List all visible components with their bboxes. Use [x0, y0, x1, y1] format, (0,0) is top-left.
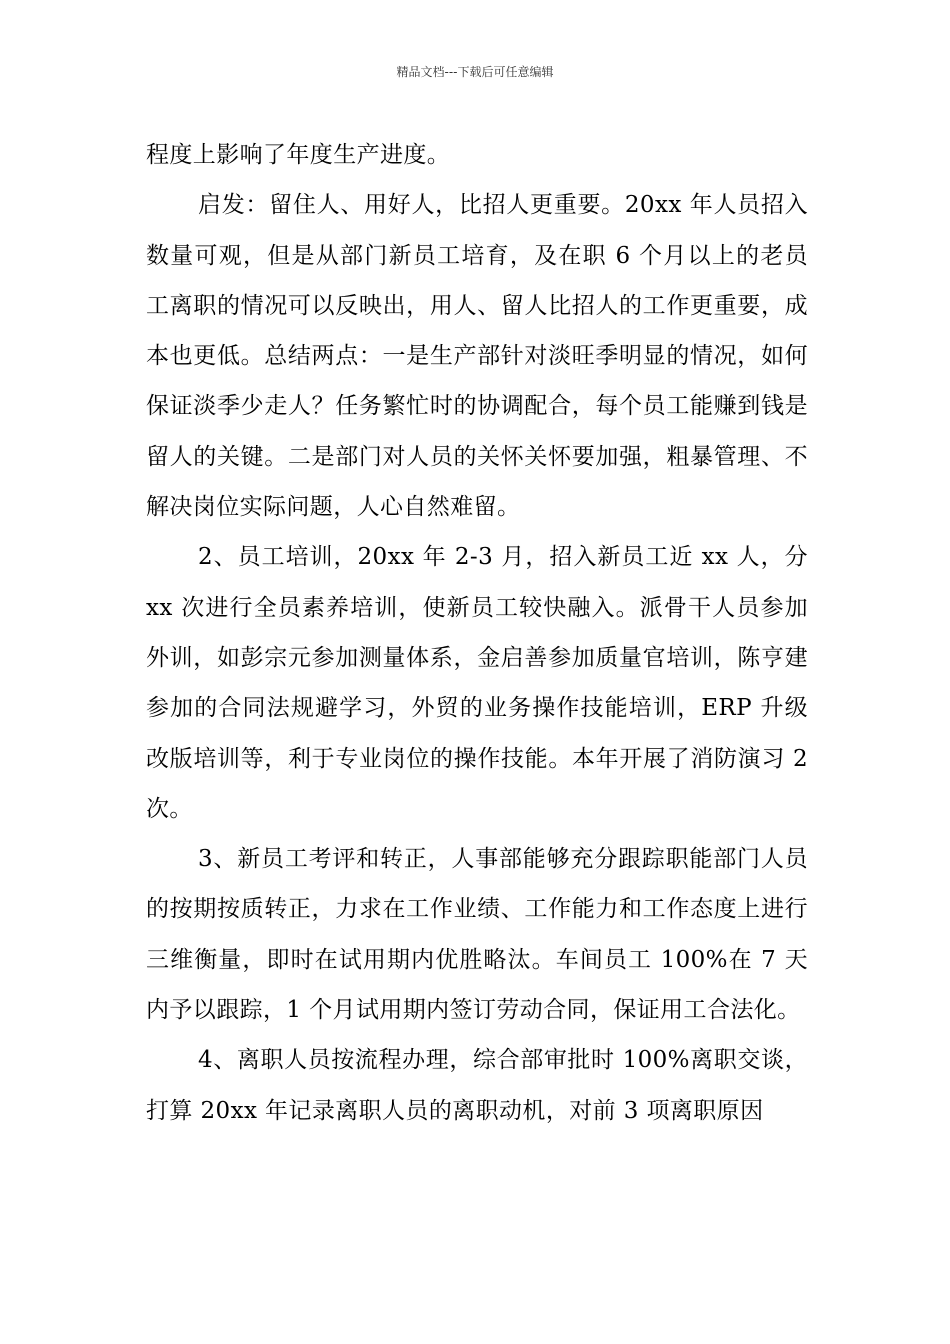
paragraph-new-staff-evaluation: 3、新员工考评和转正，人事部能够充分跟踪职能部门人员的按期按质转正，力求在工作业绩、工作能力和工作态度上进行三维衡量，即时在试用期内优胜略汰。车间员工 100%在 7 天内予以跟踪，1 个月试用期内签订劳动合同，保证用工合法化。 — [146, 846, 808, 1024]
paragraph-inspiration: 启发：留住人、用好人，比招人更重要。20xx 年人员招入数量可观，但是从部门新员工培育，及在职 6 个月以上的老员工离职的情况可以反映出，用人、留人比招人的工作更重要，成本也更低。总结两点：一是生产部针对淡旺季明显的情况，如何保证淡季少走人？任务繁忙时的协调配合，每个员工能赚到钱是留人的关键。二是部门对人员的关怀关怀要加强，粗暴管理、不解决岗位实际问题，人心自然难留。 — [146, 192, 808, 521]
page-header: 精品文档---下载后可任意编辑 — [396, 65, 554, 79]
paragraph-continuation: 程度上影响了年度生产进度。 — [146, 142, 451, 168]
document-body — [146, 130, 808, 1136]
paragraph-staff-training: 2、员工培训，20xx 年 2-3 月，招入新员工近 xx 人，分 xx 次进行全员素养培训，使新员工较快融入。派骨干人员参加外训，如彭宗元参加测量体系，金启善参加质量官培训，陈亨建参加的合同法规避学习，外贸的业务操作技能培训，ERP 升级改版培训等，利于专业岗位的操作技能。本年开展了消防演习 2 次。 — [146, 544, 808, 822]
paragraph-resignation-process: 4、离职人员按流程办理，综合部审批时 100%离职交谈，打算 20xx 年记录离职人员的离职动机，对前 3 项离职原因 — [146, 1047, 808, 1124]
